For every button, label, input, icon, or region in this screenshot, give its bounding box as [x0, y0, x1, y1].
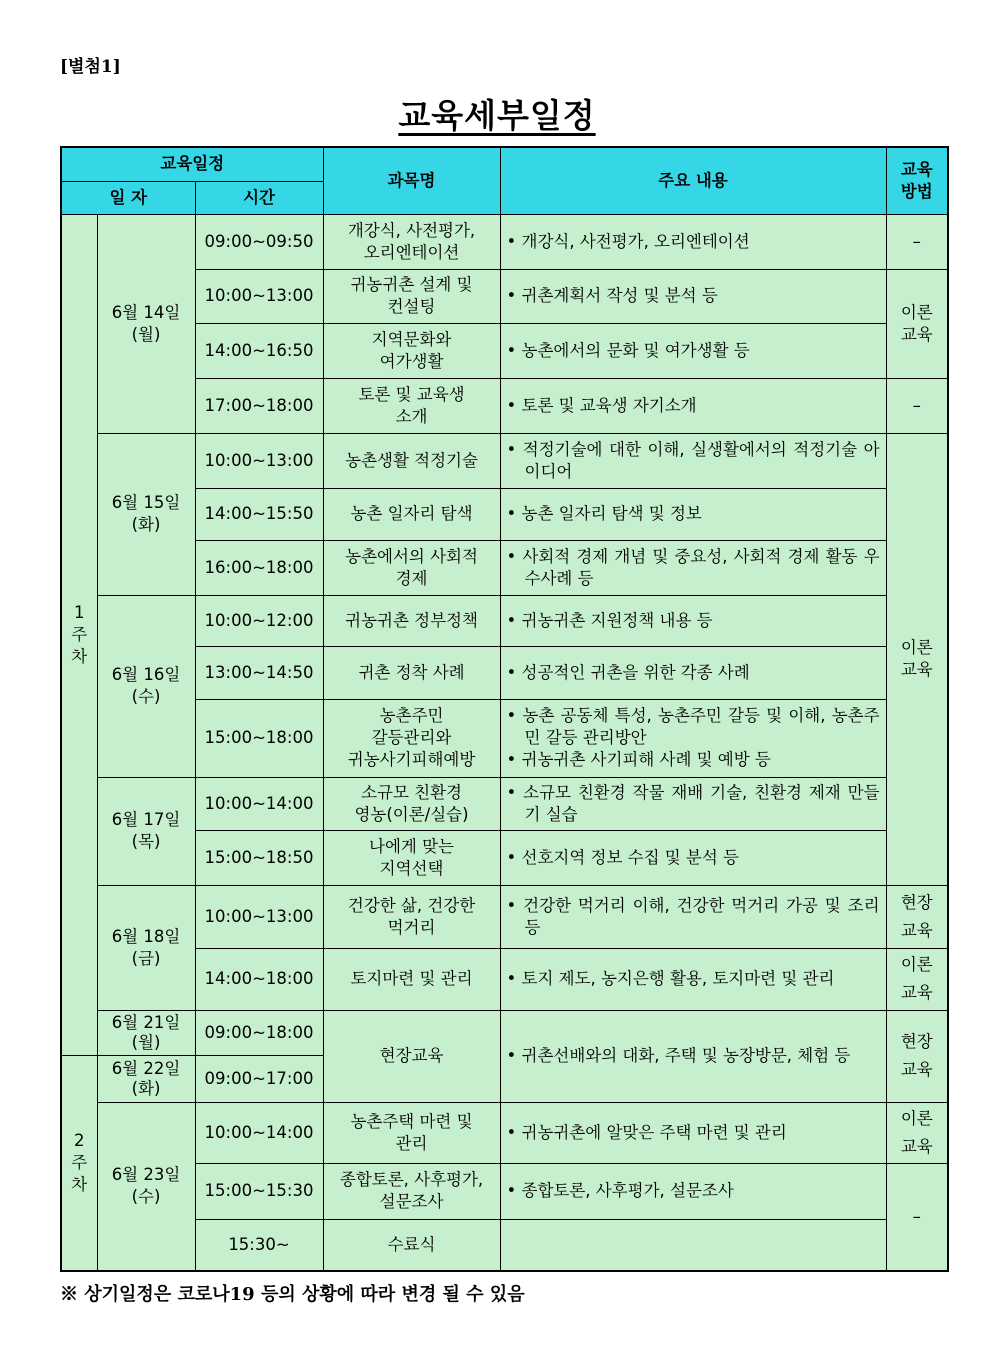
content-item: • 귀농귀촌 사기피해 사례 및 예방 등 — [507, 749, 880, 771]
content-item: • 귀농귀촌 지원정책 내용 등 — [507, 610, 880, 632]
content-cell — [500, 1163, 886, 1219]
content-cell — [500, 269, 886, 323]
method-cell: 이론 교육 — [886, 948, 948, 1010]
content-item: • 농촌에서의 문화 및 여가생활 등 — [507, 340, 880, 362]
time-cell: 15:00~15:30 — [195, 1163, 323, 1219]
content-cell — [500, 646, 886, 699]
subject-cell: 농촌주민 갈등관리와 귀농사기피해예방 — [323, 699, 500, 777]
subject-cell: 현장교육 — [323, 1010, 500, 1102]
day-cell: 6월 17일 (목) — [97, 777, 195, 885]
day-cell: 6월 22일 (화) — [97, 1055, 195, 1102]
time-cell: 10:00~13:00 — [195, 433, 323, 488]
subject-cell: 농촌 일자리 탐색 — [323, 488, 500, 540]
content-item: • 사회적 경제 개념 및 중요성, 사회적 경제 활동 우수사례 등 — [507, 546, 880, 590]
content-item: • 성공적인 귀촌을 위한 각종 사례 — [507, 662, 880, 684]
content-cell — [500, 1102, 886, 1163]
time-cell: 15:30~ — [195, 1219, 323, 1271]
day-cell: 6월 16일 (수) — [97, 595, 195, 777]
content-cell — [500, 699, 886, 777]
annex-label: [별첨1] — [60, 57, 121, 77]
subject-cell: 농촌에서의 사회적 경제 — [323, 540, 500, 595]
time-cell: 10:00~14:00 — [195, 777, 323, 830]
time-cell: 16:00~18:00 — [195, 540, 323, 595]
content-cell — [500, 378, 886, 433]
content-item: • 귀농귀촌에 알맞은 주택 마련 및 관리 — [507, 1122, 880, 1144]
content-cell — [500, 1010, 886, 1102]
content-item: • 농촌 일자리 탐색 및 정보 — [507, 503, 880, 525]
content-cell — [500, 214, 886, 269]
day-cell: 6월 21일 (월) — [97, 1010, 195, 1055]
content-cell — [500, 595, 886, 646]
subject-cell: 농촌주택 마련 및 관리 — [323, 1102, 500, 1163]
content-cell — [500, 323, 886, 378]
time-cell: 14:00~16:50 — [195, 323, 323, 378]
time-cell: 13:00~14:50 — [195, 646, 323, 699]
content-item: • 귀촌선배와의 대화, 주택 및 농장방문, 체험 등 — [507, 1045, 880, 1067]
method-cell: 이론 교육 — [886, 269, 948, 378]
time-cell: 14:00~18:00 — [195, 948, 323, 1010]
time-cell: 09:00~17:00 — [195, 1055, 323, 1102]
subject-cell: 종합토론, 사후평가, 설문조사 — [323, 1163, 500, 1219]
subject-cell: 농촌생활 적정기술 — [323, 433, 500, 488]
schedule-table — [60, 146, 949, 1272]
method-cell: 이론 교육 — [886, 433, 948, 885]
header-schedule: 교육일정 — [61, 147, 323, 181]
subject-cell: 귀농귀촌 정부정책 — [323, 595, 500, 646]
content-item: • 종합토론, 사후평가, 설문조사 — [507, 1180, 880, 1202]
time-cell: 15:00~18:00 — [195, 699, 323, 777]
content-item: • 적정기술에 대한 이해, 실생활에서의 적정기술 아이디어 — [507, 439, 880, 483]
header-time: 시간 — [195, 181, 323, 214]
subject-cell: 토지마련 및 관리 — [323, 948, 500, 1010]
method-cell: 이론 교육 — [886, 1102, 948, 1163]
content-item: • 토지 제도, 농지은행 활용, 토지마련 및 관리 — [507, 968, 880, 990]
method-cell: 현장 교육 — [886, 1010, 948, 1102]
header-content: 주요 내용 — [500, 147, 886, 214]
time-cell: 17:00~18:00 — [195, 378, 323, 433]
content-cell — [500, 488, 886, 540]
content-cell — [500, 1219, 886, 1271]
content-item: • 선호지역 정보 수집 및 분석 등 — [507, 847, 880, 869]
time-cell: 09:00~18:00 — [195, 1010, 323, 1055]
content-item: • 소규모 친환경 작물 재배 기술, 친환경 제재 만들기 실습 — [507, 782, 880, 826]
method-cell: 현장 교육 — [886, 885, 948, 948]
time-cell: 14:00~15:50 — [195, 488, 323, 540]
content-cell — [500, 540, 886, 595]
time-cell: 10:00~14:00 — [195, 1102, 323, 1163]
week-1: 1 주 차 — [61, 214, 97, 1055]
day-cell: 6월 14일 (월) — [97, 214, 195, 433]
method-cell: – — [886, 378, 948, 433]
time-cell: 10:00~12:00 — [195, 595, 323, 646]
time-cell: 15:00~18:50 — [195, 830, 323, 885]
content-cell — [500, 885, 886, 948]
content-item: • 농촌 공동체 특성, 농촌주민 갈등 및 이해, 농촌주민 갈등 관리방안 — [507, 705, 880, 749]
content-item: • 건강한 먹거리 이해, 건강한 먹거리 가공 및 조리 등 — [507, 895, 880, 939]
header-subject: 과목명 — [323, 147, 500, 214]
day-cell: 6월 18일 (금) — [97, 885, 195, 1010]
content-cell — [500, 948, 886, 1010]
subject-cell: 소규모 친환경 영농(이론/실습) — [323, 777, 500, 830]
day-cell: 6월 15일 (화) — [97, 433, 195, 595]
content-item: • 귀촌계획서 작성 및 분석 등 — [507, 285, 880, 307]
method-cell: – — [886, 1163, 948, 1271]
week-2: 2 주 차 — [61, 1055, 97, 1271]
header-date: 일 자 — [61, 181, 195, 214]
page-title: 교육세부일정 — [398, 96, 596, 135]
content-item: • 개강식, 사전평가, 오리엔테이션 — [507, 231, 880, 253]
time-cell: 10:00~13:00 — [195, 269, 323, 323]
subject-cell: 지역문화와 여가생활 — [323, 323, 500, 378]
header-method: 교육 방법 — [886, 147, 948, 214]
subject-cell: 개강식, 사전평가, 오리엔테이션 — [323, 214, 500, 269]
subject-cell: 수료식 — [323, 1219, 500, 1271]
content-item: • 토론 및 교육생 자기소개 — [507, 395, 880, 417]
method-cell: – — [886, 214, 948, 269]
content-cell — [500, 777, 886, 830]
footnote: ※ 상기일정은 코로나19 등의 상황에 따라 변경 될 수 있음 — [60, 1284, 525, 1305]
subject-cell: 토론 및 교육생 소개 — [323, 378, 500, 433]
time-cell: 10:00~13:00 — [195, 885, 323, 948]
day-cell: 6월 23일 (수) — [97, 1102, 195, 1271]
subject-cell: 귀농귀촌 설계 및 컨설팅 — [323, 269, 500, 323]
subject-cell: 건강한 삶, 건강한 먹거리 — [323, 885, 500, 948]
subject-cell: 나에게 맞는 지역선택 — [323, 830, 500, 885]
time-cell: 09:00~09:50 — [195, 214, 323, 269]
content-cell — [500, 433, 886, 488]
subject-cell: 귀촌 정착 사례 — [323, 646, 500, 699]
content-cell — [500, 830, 886, 885]
